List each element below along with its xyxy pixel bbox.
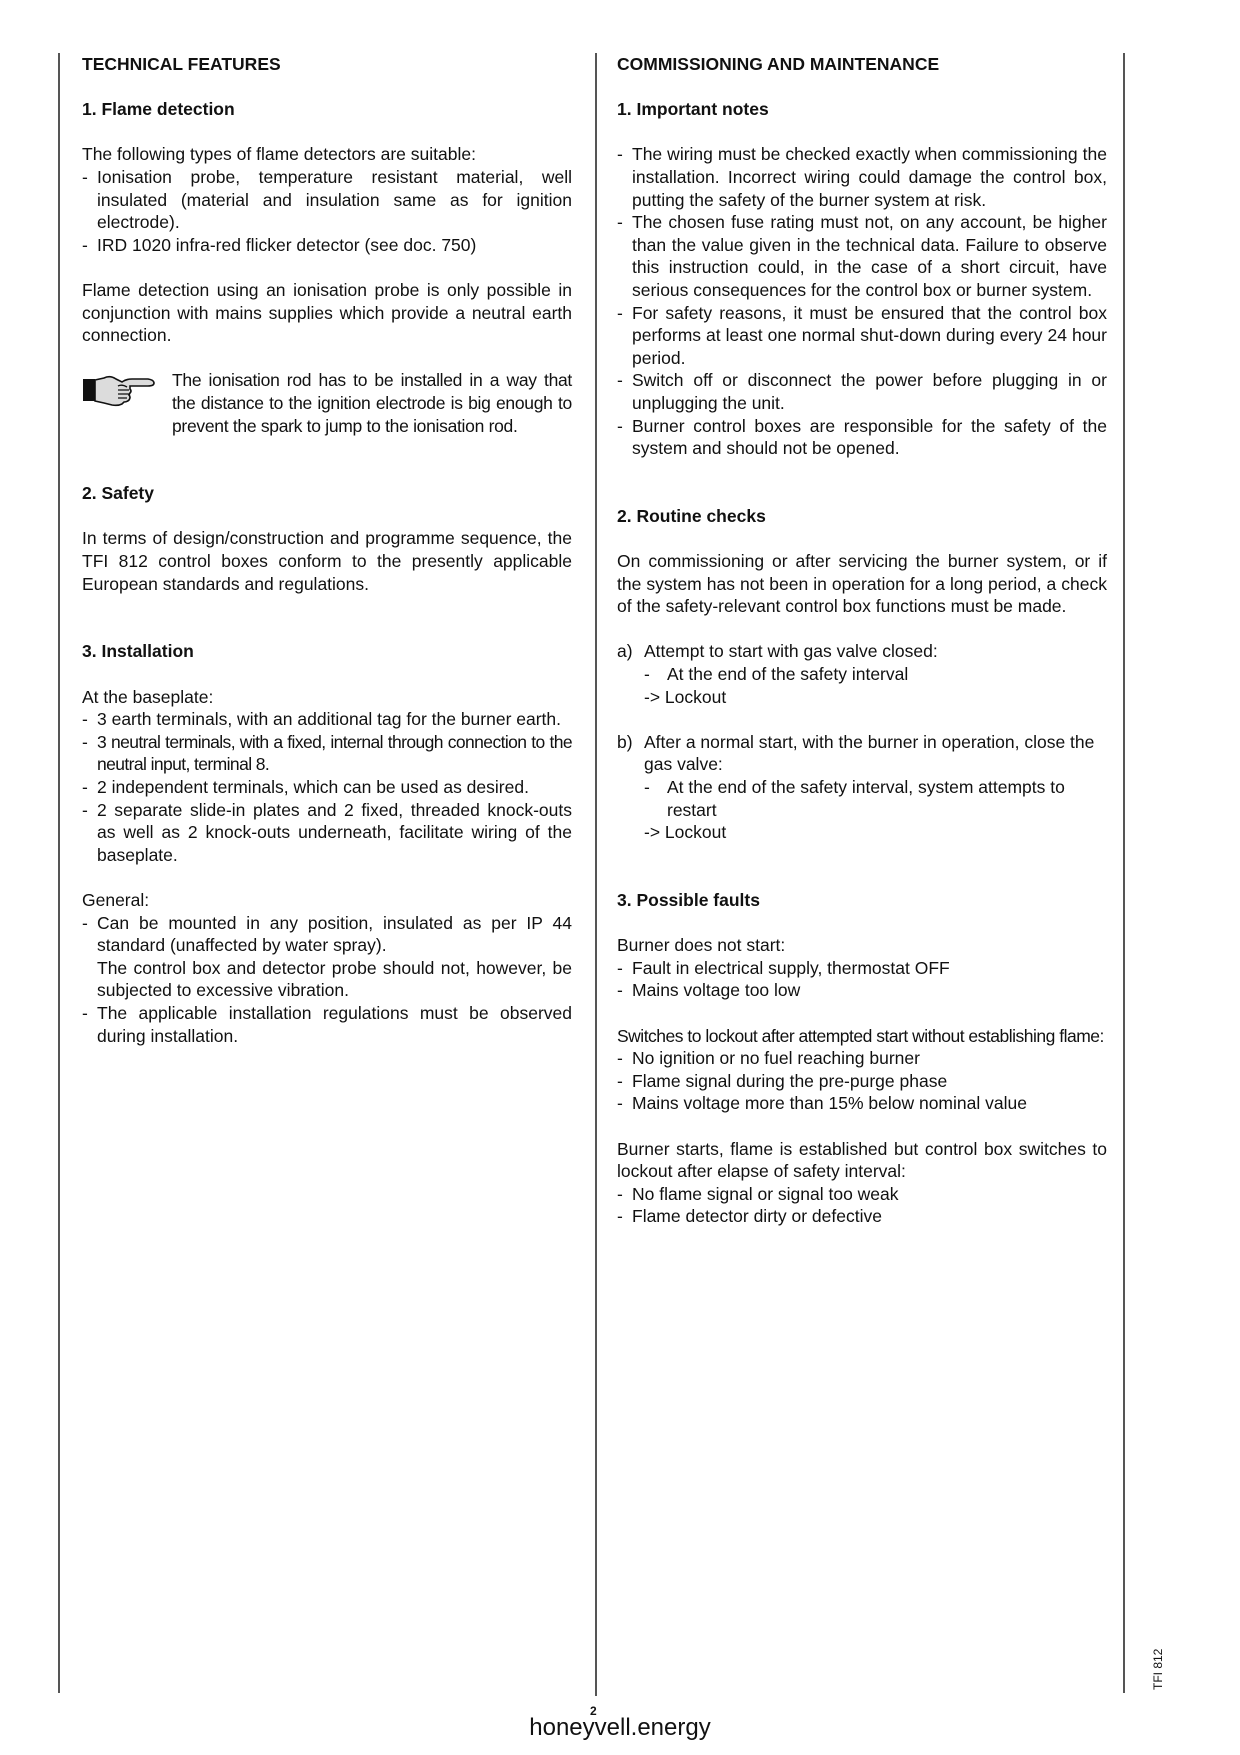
list-item: - No ignition or no fuel reaching burner [617, 1047, 1107, 1070]
check-result: -> Lockout [644, 822, 727, 843]
list-item: - The applicable installation regulations must be observed during installation. [82, 1002, 572, 1047]
check-text: After a normal start, with the burner in operation, close the gas valve: [644, 731, 1095, 775]
pointing-hand-icon [82, 371, 172, 411]
note-callout [82, 369, 572, 437]
fault-list [617, 1047, 1107, 1115]
check-item-a [617, 640, 1107, 708]
fault-group-label: Switches to lockout after attempted start without establishing flame: [617, 1025, 1104, 1046]
list-item: - Fault in electrical supply, thermostat OFF [617, 957, 1107, 980]
list-item-text: Can be mounted in any position, insulated as per IP 44 standard (unaffected by water spray). [97, 912, 572, 956]
check-item-b [617, 731, 1107, 844]
fault-list [617, 957, 1107, 1002]
flame-detection-intro: The following types of flame detectors are suitable: [82, 144, 476, 165]
list-item: - IRD 1020 infra-red flicker detector (see doc. 750) [82, 234, 572, 257]
list-item: - Flame signal during the pre-purge phase [617, 1070, 1107, 1093]
section-title-technical-features: TECHNICAL FEATURES [82, 54, 281, 74]
check-sub: - At the end of the safety interval, system attempts to restart [644, 777, 1065, 820]
note-text: The ionisation rod has to be installed in a way that the distance to the ignition electrode is big enough to prevent the spark to jump to the ionisation rod. [172, 370, 572, 436]
check-result: -> Lockout [644, 686, 727, 707]
baseplate-list [82, 708, 572, 866]
list-item: - For safety reasons, it must be ensured that the control box performs at least one normal shut-down during every 24 hour period. [617, 302, 1107, 370]
footer-watermark: honeyvell.energy [529, 1714, 711, 1741]
list-item: - Burner control boxes are responsible for the safety of the system and should not be opened. [617, 415, 1107, 460]
flame-detection-paragraph: Flame detection using an ionisation probe is only possible in conjunction with mains supplies which provide a neutral earth connection. [82, 279, 572, 346]
list-item: - 3 earth terminals, with an additional tag for the burner earth. [82, 708, 572, 731]
list-item: - No flame signal or signal too weak [617, 1183, 1107, 1206]
right-margin-rule [1123, 53, 1125, 1693]
flame-detector-list [82, 166, 572, 256]
safety-paragraph: In terms of design/construction and programme sequence, the TFI 812 control boxes conform to the presently applicable European standards and regulations. [82, 528, 572, 594]
heading-important-notes: 1. Important notes [617, 99, 769, 120]
list-item: - Ionisation probe, temperature resistant material, well insulated (material and insulation same as for ignition electrode). [82, 166, 572, 234]
document-code: TFI 812 [1151, 1648, 1165, 1690]
list-item: - The chosen fuse rating must not, on any account, be higher than the value given in the technical data. Failure to observe this instruction could, in the case of a short circuit, have serious consequences for the control box or burner system. [617, 211, 1107, 301]
check-label: a) [617, 641, 633, 662]
list-item: - Switch off or disconnect the power before plugging in or unplugging the unit. [617, 369, 1107, 414]
general-list [82, 912, 572, 1048]
list-item: - 2 independent terminals, which can be used as desired. [82, 776, 572, 799]
section-title-commissioning: COMMISSIONING AND MAINTENANCE [617, 54, 940, 74]
page-number: 2 [590, 1704, 597, 1718]
heading-flame-detection: 1. Flame detection [82, 99, 235, 120]
important-notes-list [617, 143, 1107, 459]
check-sub-text: At the end of the safety interval, system attempts to restart [667, 777, 1065, 820]
list-item: - Mains voltage more than 15% below nominal value [617, 1092, 1107, 1115]
check-sub-text: At the end of the safety interval [667, 664, 909, 685]
check-text: Attempt to start with gas valve closed: [644, 641, 938, 662]
check-sub: - At the end of the safety interval [644, 664, 909, 685]
list-item: - Flame detector dirty or defective [617, 1205, 1107, 1228]
list-item: - Mains voltage too low [617, 979, 1107, 1002]
general-label: General: [82, 889, 150, 910]
fault-group-label: Burner does not start: [617, 935, 786, 956]
heading-routine-checks: 2. Routine checks [617, 505, 766, 526]
fault-group-label: Burner starts, flame is established but control box switches to lockout after elapse of safety interval: [617, 1138, 1107, 1182]
heading-possible-faults: 3. Possible faults [617, 889, 760, 910]
list-item: - 2 separate slide-in plates and 2 fixed, threaded knock-outs as well as 2 knock-outs underneath, facilitate wiring of the baseplate. [82, 799, 572, 867]
fault-list [617, 1183, 1107, 1228]
list-item: - 3 neutral terminals, with a fixed, internal through connection to the neutral input, terminal 8. [82, 731, 572, 776]
check-label: b) [617, 731, 633, 752]
list-item: - The wiring must be checked exactly when commissioning the installation. Incorrect wiring could damage the control box, putting the safety of the burner system at risk. [617, 143, 1107, 211]
right-column [617, 53, 1107, 1228]
baseplate-label: At the baseplate: [82, 686, 214, 707]
heading-safety: 2. Safety [82, 483, 154, 504]
left-margin-rule [58, 53, 60, 1693]
list-item-extra: The control box and detector probe should not, however, be subjected to excessive vibration. [97, 957, 572, 1001]
center-column-rule [595, 53, 597, 1696]
left-column [82, 53, 572, 1047]
routine-checks-paragraph: On commissioning or after servicing the burner system, or if the system has not been in operation for a long period, a check of the safety-relevant control box functions must be made. [617, 551, 1107, 617]
list-item [82, 912, 572, 1002]
heading-installation: 3. Installation [82, 641, 194, 662]
